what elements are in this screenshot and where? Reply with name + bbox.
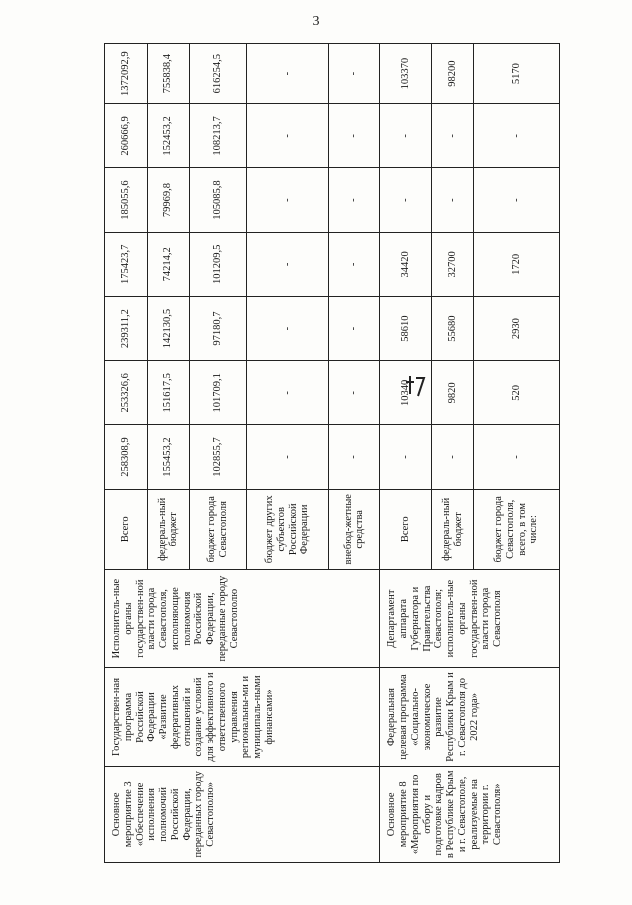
value-cell: -	[474, 425, 560, 489]
value-cell: -	[246, 168, 328, 232]
value-cell: -	[380, 104, 431, 168]
value-cell: -	[246, 104, 328, 168]
value-cell: -	[431, 104, 474, 168]
value-cell: 152453,2	[147, 104, 190, 168]
value-cell: -	[246, 296, 328, 360]
funding-source-cell: внебюд-жетные средства	[329, 489, 380, 569]
value-cell: 58610	[380, 296, 431, 360]
value-cell: -	[246, 425, 328, 489]
value-cell: -	[380, 168, 431, 232]
value-cell: 97180,7	[190, 296, 247, 360]
value-cell: -	[431, 425, 474, 489]
value-cell: 5170	[474, 44, 560, 104]
value-cell: 755838,4	[147, 44, 190, 104]
executor-cell: Департамент аппарата Губернатора и Правительства Севастополя; исполнитель-ные органы государствен-ной власти города Севастополя	[380, 569, 560, 667]
value-cell: 142130,5	[147, 296, 190, 360]
value-cell: 101709,1	[190, 361, 247, 425]
value-cell: -	[329, 296, 380, 360]
value-cell: 32700	[431, 232, 474, 296]
rotated-table-container	[104, 43, 560, 863]
value-cell: -	[329, 425, 380, 489]
value-cell: 175423,7	[105, 232, 148, 296]
value-cell: 253326,6	[105, 361, 148, 425]
activity-cell: Основное мероприятие 3 «Обеспечение исполнения полномочий Российской Федерации, переданных городу Севастополю»	[105, 766, 380, 862]
value-cell: 10340	[380, 361, 431, 425]
program-cell: Федеральная целевая программа «Социально-экономическое развитие Республики Крым и г. Севастополя до 2022 года»	[380, 668, 560, 766]
value-cell: 55680	[431, 296, 474, 360]
page-number: 3	[312, 14, 320, 29]
value-cell: -	[246, 361, 328, 425]
value-cell: 103370	[380, 44, 431, 104]
value-cell: 260666,9	[105, 104, 148, 168]
table-row	[380, 44, 431, 863]
value-cell: 79969,8	[147, 168, 190, 232]
value-cell: 258308,9	[105, 425, 148, 489]
value-cell: -	[474, 168, 560, 232]
value-cell: 239311,2	[105, 296, 148, 360]
funding-source-cell: бюджет города Севастополя	[190, 489, 247, 569]
executor-cell: Исполнитель-ные органы государствен-ной власти города Севастополя, исполняющие полномочия Российской Федерации, переданные городу Севастополю	[105, 569, 380, 667]
value-cell: -	[246, 232, 328, 296]
funding-source-cell: федераль-ный бюджет	[147, 489, 190, 569]
value-cell: 98200	[431, 44, 474, 104]
value-cell: 101209,5	[190, 232, 247, 296]
value-cell: 105085,8	[190, 168, 247, 232]
funding-source-cell: Всего	[380, 489, 431, 569]
funding-source-cell: Всего	[105, 489, 148, 569]
value-cell: -	[246, 44, 328, 104]
funding-source-cell: федераль-ный бюджет	[431, 489, 474, 569]
value-cell: 616254,5	[190, 44, 247, 104]
program-cell: Государствен-ная программа Российской Федерации «Развитие федеративных отношений и создание условий для эффективного и ответственного управления региональны-ми и муниципаль-ными финансами»	[105, 668, 380, 766]
value-cell: 34420	[380, 232, 431, 296]
value-cell: -	[380, 425, 431, 489]
value-cell: 2930	[474, 296, 560, 360]
value-cell: -	[329, 361, 380, 425]
value-cell: 151617,5	[147, 361, 190, 425]
value-cell: 520	[474, 361, 560, 425]
funding-source-cell: бюджет других субъектов Российской Федерации	[246, 489, 328, 569]
handwritten-mark-icon	[404, 372, 426, 398]
value-cell: 74214,2	[147, 232, 190, 296]
value-cell: -	[431, 168, 474, 232]
activity-cell: Основное мероприятие 8 «Мероприятия по отбору и подготовке кадров в Республике Крым и г. Севастополе, реализуемые на территории г. Севастополя»	[380, 766, 560, 862]
budget-table	[104, 43, 560, 863]
value-cell: -	[329, 44, 380, 104]
value-cell: -	[474, 104, 560, 168]
table-row	[105, 44, 148, 863]
value-cell: 1372092,9	[105, 44, 148, 104]
value-cell: -	[329, 104, 380, 168]
value-cell: -	[329, 232, 380, 296]
value-cell: 9820	[431, 361, 474, 425]
value-cell: -	[329, 168, 380, 232]
funding-source-cell: бюджет города Севастополя, всего, в том числе:	[474, 489, 560, 569]
value-cell: 102855,7	[190, 425, 247, 489]
value-cell: 155453,2	[147, 425, 190, 489]
value-cell: 108213,7	[190, 104, 247, 168]
value-cell: 185055,6	[105, 168, 148, 232]
value-cell: 1720	[474, 232, 560, 296]
